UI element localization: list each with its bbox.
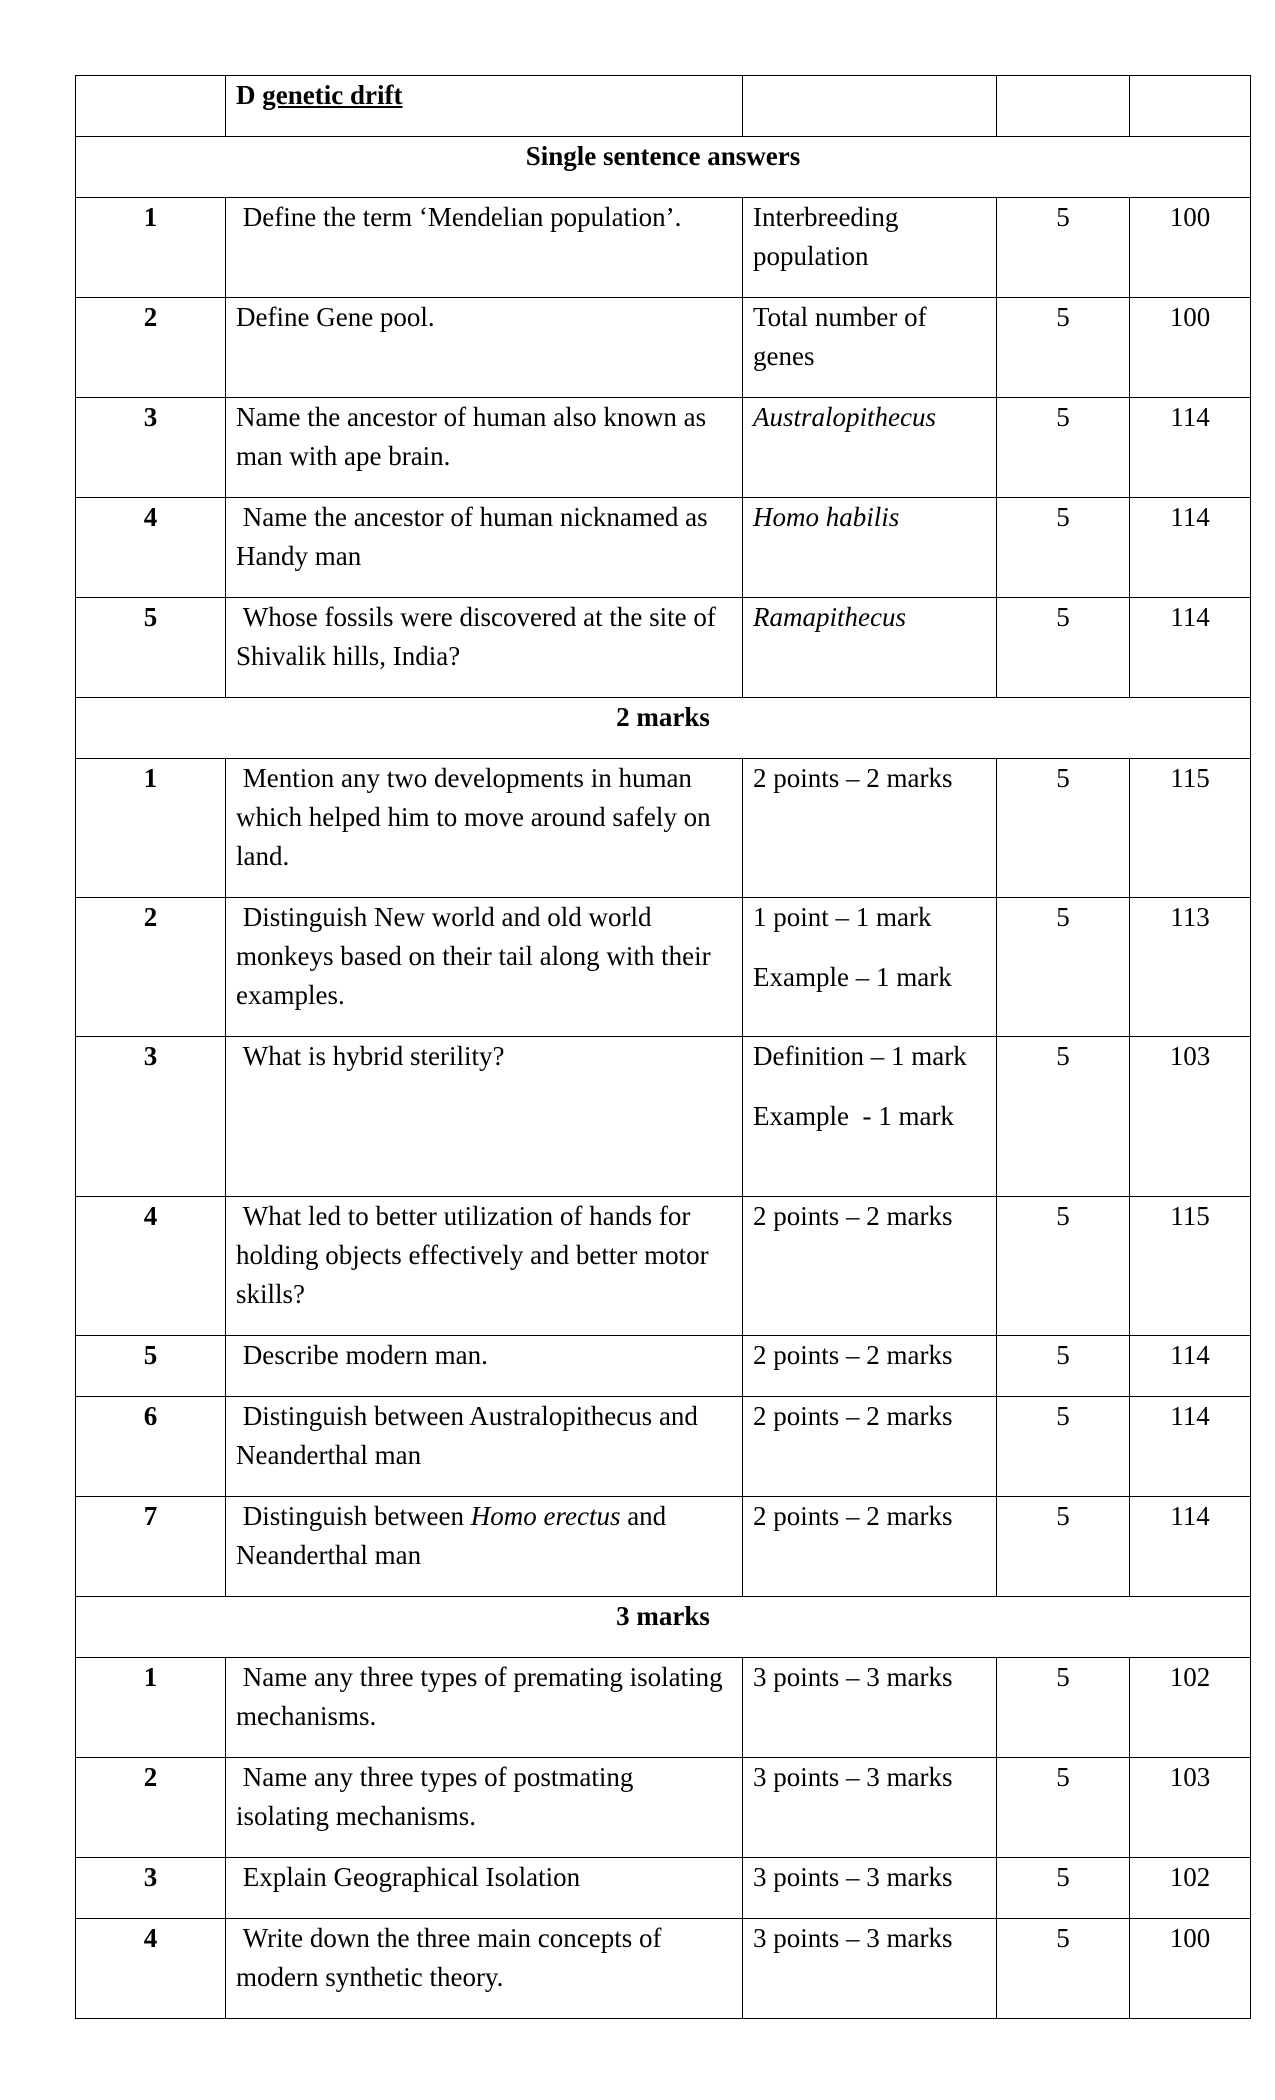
question-text [226, 759, 743, 898]
section-row-single [76, 137, 1251, 198]
answer-line: Example – 1 mark [753, 962, 952, 992]
page-number: 114 [1130, 1497, 1251, 1597]
page-number: 114 [1130, 498, 1251, 598]
page-number: 102 [1130, 1658, 1251, 1758]
question-label: Write down the three main concepts of modern synthetic theory. [236, 1923, 662, 1992]
answer-line: Example - 1 mark [753, 1101, 954, 1131]
table-row [76, 759, 1251, 898]
question-number: 3 [76, 398, 226, 498]
answer-cell [743, 898, 997, 1037]
section-row-two-marks [76, 698, 1251, 759]
page-number: 103 [1130, 1037, 1251, 1197]
answer-text: 2 points – 2 marks [743, 1336, 997, 1397]
unit-number: 5 [997, 1658, 1130, 1758]
answer-text: Homo habilis [743, 498, 997, 598]
question-text: Name the ancestor of human also known as man with ape brain. [226, 398, 743, 498]
page-number: 100 [1130, 1919, 1251, 2019]
table-row [76, 1497, 1251, 1597]
question-number: 1 [76, 1658, 226, 1758]
page-number: 114 [1130, 598, 1251, 698]
unit-number: 5 [997, 1397, 1130, 1497]
section-heading: Single sentence answers [76, 137, 1251, 198]
answer-text: Australopithecus [743, 398, 997, 498]
unit-number: 5 [997, 1919, 1130, 2019]
answer-text: 3 points – 3 marks [743, 1758, 997, 1858]
empty-cell [1130, 76, 1251, 137]
unit-number: 5 [997, 1037, 1130, 1197]
question-text [226, 1336, 743, 1397]
question-number: 4 [76, 1197, 226, 1336]
question-number: 3 [76, 1858, 226, 1919]
page-number: 115 [1130, 759, 1251, 898]
unit-number: 5 [997, 1758, 1130, 1858]
unit-number: 5 [997, 1858, 1130, 1919]
question-text [226, 1919, 743, 2019]
question-label: Distinguish between Australopithecus and Neanderthal man [236, 1401, 698, 1470]
question-label: Mention any two developments in human which helped him to move around safely on land. [236, 763, 711, 871]
answer-line: 1 point – 1 mark [753, 902, 932, 932]
question-text [226, 1858, 743, 1919]
question-text [226, 1197, 743, 1336]
answer-text: 2 points – 2 marks [743, 1197, 997, 1336]
table-row [76, 598, 1251, 698]
question-label: Explain Geographical Isolation [242, 1862, 581, 1892]
option-cell [226, 76, 743, 137]
unit-number: 5 [997, 759, 1130, 898]
answer-text: 2 points – 2 marks [743, 759, 997, 898]
table-row [76, 498, 1251, 598]
table-row [76, 1197, 1251, 1336]
question-label: Name any three types of premating isolating mechanisms. [236, 1662, 723, 1731]
question-label: Describe modern man. [242, 1340, 488, 1370]
table-row [76, 1397, 1251, 1497]
page-number: 103 [1130, 1758, 1251, 1858]
question-number: 4 [76, 1919, 226, 2019]
answer-text: Interbreeding population [743, 198, 997, 298]
question-label: and Neanderthal man [236, 1501, 667, 1570]
answer-text: 3 points – 3 marks [743, 1919, 997, 2019]
question-text [226, 198, 743, 298]
question-text [226, 1037, 743, 1197]
question-text [226, 1658, 743, 1758]
page-number: 115 [1130, 1197, 1251, 1336]
question-label: Define the term ‘Mendelian population’. [242, 202, 682, 232]
question-number: 7 [76, 1497, 226, 1597]
question-text: Define Gene pool. [226, 298, 743, 398]
unit-number: 5 [997, 598, 1130, 698]
answer-line: Definition – 1 mark [753, 1041, 967, 1071]
question-label: Distinguish between [242, 1501, 471, 1531]
table-row [76, 898, 1251, 1037]
page-number: 102 [1130, 1858, 1251, 1919]
question-text [226, 898, 743, 1037]
question-table [75, 75, 1251, 2019]
unit-number: 5 [997, 398, 1130, 498]
question-label: What led to better utilization of hands for holding objects effectively and better motor skills? [236, 1201, 709, 1309]
question-number: 2 [76, 298, 226, 398]
unit-number: 5 [997, 1197, 1130, 1336]
table-row [76, 1758, 1251, 1858]
question-text [226, 1397, 743, 1497]
question-label: What is hybrid sterility? [242, 1041, 505, 1071]
question-number: 1 [76, 759, 226, 898]
question-label: Name the ancestor of human nicknamed as Handy man [236, 502, 708, 571]
answer-cell [743, 1037, 997, 1197]
question-label: Whose fossils were discovered at the site of Shivalik hills, India? [236, 602, 716, 671]
table-row [76, 1658, 1251, 1758]
table-row [76, 1858, 1251, 1919]
answer-text: 2 points – 2 marks [743, 1397, 997, 1497]
section-heading: 2 marks [76, 698, 1251, 759]
empty-cell [743, 76, 997, 137]
unit-number: 5 [997, 198, 1130, 298]
question-text [226, 598, 743, 698]
question-number: 4 [76, 498, 226, 598]
option-text: genetic drift [262, 80, 403, 110]
question-number: 1 [76, 198, 226, 298]
question-number: 3 [76, 1037, 226, 1197]
empty-cell [997, 76, 1130, 137]
section-heading: 3 marks [76, 1597, 1251, 1658]
page-number: 100 [1130, 198, 1251, 298]
answer-text: 2 points – 2 marks [743, 1497, 997, 1597]
page-number: 114 [1130, 1397, 1251, 1497]
option-letter: D [236, 80, 256, 110]
table-row [76, 398, 1251, 498]
question-label: Distinguish New world and old world monkeys based on their tail along with their examples. [236, 902, 711, 1010]
answer-text: 3 points – 3 marks [743, 1658, 997, 1758]
question-number: 2 [76, 898, 226, 1037]
section-row-three-marks [76, 1597, 1251, 1658]
question-text [226, 1497, 743, 1597]
table-row [76, 198, 1251, 298]
unit-number: 5 [997, 898, 1130, 1037]
page-number: 114 [1130, 398, 1251, 498]
answer-text: Total number of genes [743, 298, 997, 398]
species-name: Homo erectus [470, 1501, 621, 1531]
question-label: Name any three types of postmating isolating mechanisms. [236, 1762, 634, 1831]
question-text [226, 1758, 743, 1858]
answer-text: Ramapithecus [743, 598, 997, 698]
unit-number: 5 [997, 1497, 1130, 1597]
page-number: 114 [1130, 1336, 1251, 1397]
table-row [76, 1037, 1251, 1197]
table-row [76, 1919, 1251, 2019]
question-text [226, 498, 743, 598]
question-number: 6 [76, 1397, 226, 1497]
page-number: 113 [1130, 898, 1251, 1037]
question-number: 5 [76, 1336, 226, 1397]
page-number: 100 [1130, 298, 1251, 398]
option-no-cell [76, 76, 226, 137]
unit-number: 5 [997, 298, 1130, 398]
option-row [76, 76, 1251, 137]
unit-number: 5 [997, 498, 1130, 598]
table-row [76, 1336, 1251, 1397]
question-number: 5 [76, 598, 226, 698]
answer-text: 3 points – 3 marks [743, 1858, 997, 1919]
unit-number: 5 [997, 1336, 1130, 1397]
question-number: 2 [76, 1758, 226, 1858]
table-row [76, 298, 1251, 398]
